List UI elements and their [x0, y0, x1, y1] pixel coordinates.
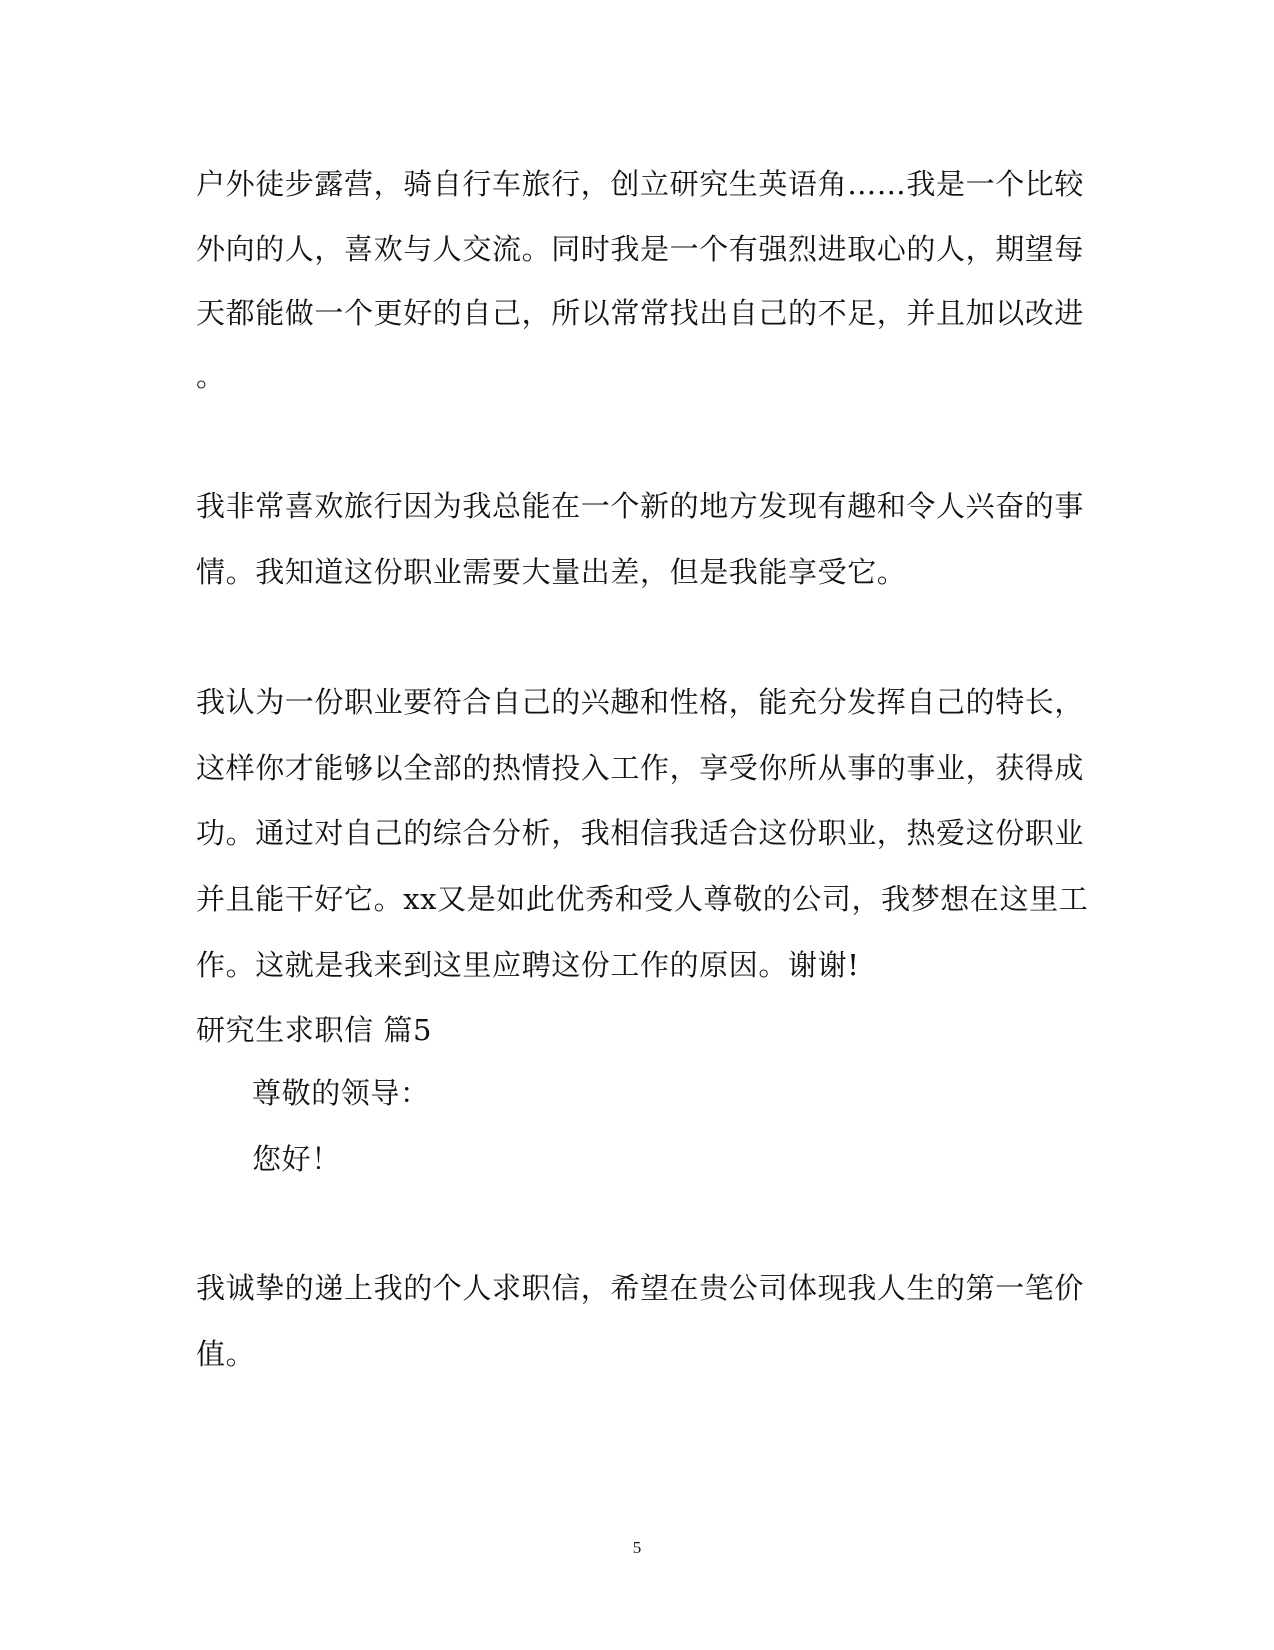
paragraph-2-line-2: 情。我知道这份职业需要大量出差，但是我能享受它。	[196, 555, 907, 589]
greeting: 您好！	[252, 1142, 341, 1176]
paragraph-1-line-1: 户外徒步露营，骑自行车旅行，创立研究生英语角……我是一个比较	[196, 167, 1085, 201]
paragraph-3-line-3: 功。通过对自己的综合分析，我相信我适合这份职业，热爱这份职业	[196, 816, 1085, 850]
paragraph-3-line-1: 我认为一份职业要符合自己的兴趣和性格，能充分发挥自己的特长，	[196, 685, 1085, 719]
paragraph-1-line-4: 。	[196, 359, 226, 393]
paragraph-2-line-1: 我非常喜欢旅行因为我总能在一个新的地方发现有趣和令人兴奋的事	[196, 489, 1085, 523]
paragraph-3-line-5: 作。这就是我来到这里应聘这份工作的原因。谢谢!	[196, 948, 860, 982]
salutation: 尊敬的领导：	[252, 1076, 430, 1110]
paragraph-1-line-3: 天都能做一个更好的自己，所以常常找出自己的不足，并且加以改进	[196, 296, 1085, 330]
paragraph-1-line-2: 外向的人，喜欢与人交流。同时我是一个有强烈进取心的人，期望每	[196, 232, 1085, 266]
paragraph-4-line-1: 我诚挚的递上我的个人求职信，希望在贵公司体现我人生的第一笔价	[196, 1271, 1085, 1305]
paragraph-3-line-2: 这样你才能够以全部的热情投入工作，享受你所从事的事业，获得成	[196, 751, 1085, 785]
paragraph-3-line-4: 并且能干好它。xx又是如此优秀和受人尊敬的公司，我梦想在这里工	[196, 882, 1089, 916]
page-number: 5	[632, 1538, 642, 1557]
paragraph-4-line-2: 值。	[196, 1337, 256, 1371]
section-title: 研究生求职信 篇5	[196, 1013, 433, 1047]
